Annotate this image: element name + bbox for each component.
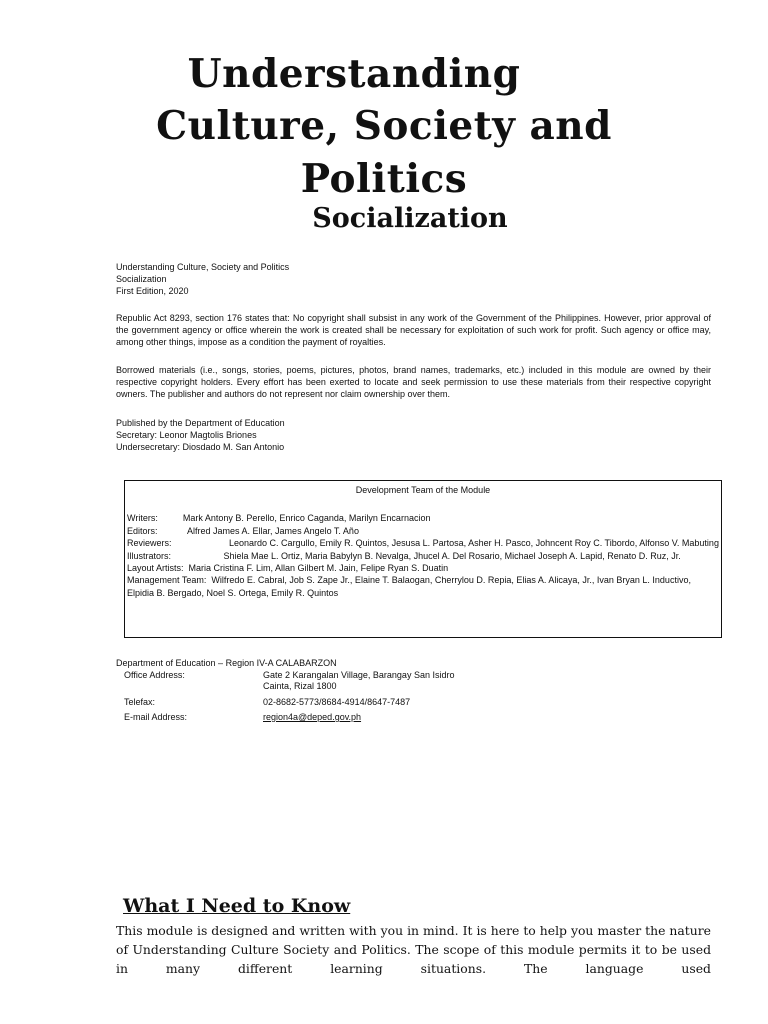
deped-header: Department of Education – Region IV-A CALABARZON	[116, 658, 337, 668]
publisher-info	[116, 417, 711, 453]
editors-line: Editors: Alfred James A. Ellar, James Angelo T. Año	[127, 525, 359, 536]
secretary-line: Secretary: Leonor Magtolis Briones	[116, 430, 257, 440]
telefax-label: Telefax:	[124, 696, 156, 707]
dev-team-heading: Development Team of the Module	[355, 485, 491, 495]
title-line-2: Culture, Society and	[156, 103, 612, 149]
meta-edition: First Edition, 2020	[116, 286, 189, 296]
development-team-box	[124, 480, 722, 638]
email-label: E-mail Address:	[124, 712, 188, 722]
management-team-line: Management Team: Wilfredo E. Cabral, Job S. Zape Jr., Elaine T. Balaogan, Cherrylou D. Repia, Elias A. Alicaya, Jr., Ivan Bryan L. Inductivo,	[127, 575, 691, 586]
what-i-need-to-know-body: This module is designed and written with you in mind. It is here to help you master the nature of Understanding Culture Society and Politics. The scope of this module permits it to be used in many different learning situations. The language used	[116, 923, 711, 976]
email-link[interactable]: region4a@deped.gov.ph	[263, 712, 362, 722]
layout-artists-line: Layout Artists: Maria Cristina F. Lim, Allan Gilbert M. Jain, Felipe Ryan S. Duatin	[127, 563, 449, 574]
writers-line: Writers: Mark Antony B. Perello, Enrico Caganda, Marilyn Encarnacion	[127, 513, 431, 524]
borrowed-materials-notice: Borrowed materials (i.e., songs, stories, poems, pictures, photos, brand names, trademarks, etc.) included in this module are owned by their respective copyright holders. Every effort has been exerted to locate and seek permission to use these materials from their respective copyright owners. The publisher and authors do not represent nor claim ownership over them.	[116, 365, 711, 399]
management-team-line-2: Elpidia B. Bergado, Noel S. Ortega, Emily R. Quintos	[127, 587, 339, 598]
meta-title: Understanding Culture, Society and Politics	[116, 262, 290, 272]
office-address-city: Cainta, Rizal 1800	[263, 681, 337, 691]
subtitle: Socialization	[312, 203, 508, 234]
title-line-3: Politics	[300, 156, 468, 202]
edition-info	[116, 261, 711, 297]
telefax-value: 02-8682-5773/8684-4914/8647-7487	[263, 696, 411, 707]
deped-contact	[116, 658, 516, 724]
publisher-line: Published by the Department of Education	[116, 418, 285, 428]
copyright-notice: Republic Act 8293, section 176 states that: No copyright shall subsist in any work of the Government of the Philippines. However, prior approval of the government agency or office wherein the work is created shall be necessary for exploitation of such work for profit. Such agency or office may, among other things, impose as a condition the payment of royalties.	[116, 313, 711, 347]
office-address-value: Gate 2 Karangalan Village, Barangay San Isidro	[263, 669, 455, 680]
reviewers-line: Reviewers: Leonardo C. Cargullo, Emily R. Quintos, Jesusa L. Partosa, Asher H. Pasco, Johncent Roy C. Tibordo, Alfonso V. Mabuting Illustrators: Shiela Mae L. Ortiz, Maria Babylyn B. Nevalga, Jhucel A. Del Rosario, Michael Joseph A. Lapid, Renato D. Ruz, Jr.	[127, 538, 722, 561]
title-line-1: Understanding	[187, 51, 521, 97]
what-i-need-to-know-heading: What I Need to Know	[123, 895, 351, 917]
undersecretary-line: Undersecretary: Diosdado M. San Antonio	[116, 442, 285, 452]
meta-subtitle: Socialization	[116, 274, 167, 284]
office-address-label: Office Address:	[124, 669, 185, 680]
